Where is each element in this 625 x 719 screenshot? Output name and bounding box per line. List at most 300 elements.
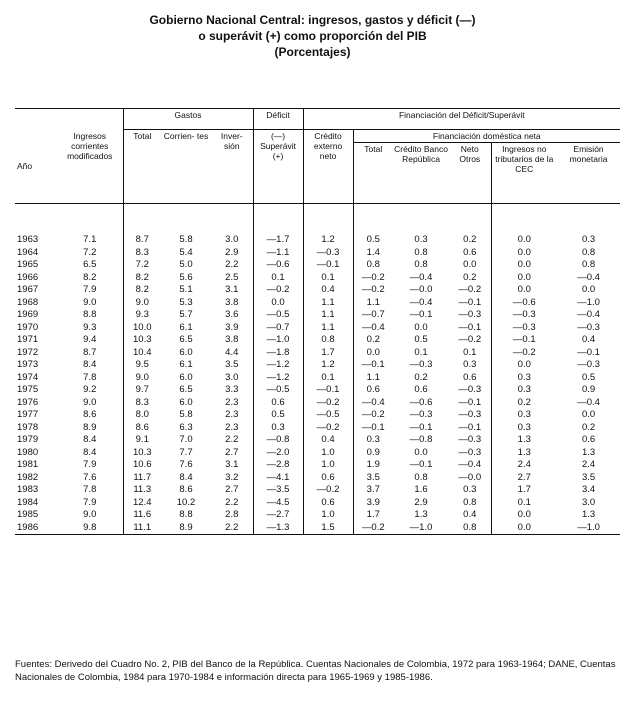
year-cell: 1973 xyxy=(17,359,39,370)
value-cell: 7.2 xyxy=(83,246,97,258)
value-cell: 0.0 xyxy=(463,259,477,270)
value-cell: 8.6 xyxy=(83,409,97,420)
header-total: Total xyxy=(123,130,161,204)
value-cell: 0.1 xyxy=(463,346,477,358)
year-cell: 1977 xyxy=(17,409,39,420)
header-total-2: Total xyxy=(353,143,393,204)
value-cell: 9.7 xyxy=(123,384,161,397)
value-cell: —0.2 xyxy=(353,284,393,297)
value-cell: 0.4 xyxy=(303,284,353,297)
value-cell: 3.0 xyxy=(225,371,239,383)
value-cell: —2.8 xyxy=(253,459,303,472)
value-cell: —0.2 xyxy=(303,484,353,497)
value-cell: —0.2 xyxy=(353,522,393,535)
value-cell: 0.8 xyxy=(414,259,428,270)
value-cell: —0.8 xyxy=(253,434,303,447)
value-cell: —0.8 xyxy=(409,434,433,445)
value-cell: 0.9 xyxy=(581,384,596,395)
header-inversion: Inver- sión xyxy=(220,131,243,151)
table-row xyxy=(15,297,620,310)
table-row xyxy=(15,359,620,372)
value-cell: 8.6 xyxy=(123,422,161,435)
value-cell: 8.4 xyxy=(83,359,97,370)
value-cell: 7.9 xyxy=(83,284,97,295)
header-corrientes: Corrien- tes xyxy=(163,131,209,141)
value-cell: 0.2 xyxy=(491,397,557,410)
value-cell: 1.3 xyxy=(581,446,596,458)
value-cell: —0.1 xyxy=(458,421,482,433)
value-cell: 1.2 xyxy=(303,359,353,372)
value-cell: 8.8 xyxy=(83,309,97,320)
value-cell: —0.2 xyxy=(491,347,557,360)
value-cell: —0.3 xyxy=(303,247,353,260)
value-cell: —2.0 xyxy=(253,447,303,460)
table-row xyxy=(15,309,620,322)
table-row xyxy=(15,472,620,485)
value-cell: —0.1 xyxy=(577,346,600,358)
value-cell: —0.4 xyxy=(353,397,393,410)
value-cell: —0.5 xyxy=(303,409,353,422)
value-cell: 0.3 xyxy=(491,422,557,435)
value-cell: 9.0 xyxy=(83,509,97,520)
value-cell: —0.3 xyxy=(458,446,482,458)
value-cell: 8.7 xyxy=(123,234,161,247)
year-cell: 1984 xyxy=(17,496,39,508)
value-cell: 0.5 xyxy=(353,234,393,247)
value-cell: 1.3 xyxy=(491,434,557,447)
header-deficit-sub: (—) Superávit (+) xyxy=(253,130,303,204)
value-cell: —0.2 xyxy=(353,272,393,285)
value-cell: 8.9 xyxy=(161,522,211,535)
value-cell: 7.6 xyxy=(83,471,97,483)
value-cell: 8.2 xyxy=(123,272,161,285)
value-cell: 2.3 xyxy=(225,396,239,408)
value-cell: 3.8 xyxy=(225,334,239,345)
table-row xyxy=(15,322,620,335)
header-gastos: Gastos xyxy=(123,109,253,130)
value-cell: 0.2 xyxy=(463,271,477,283)
value-cell: 0.6 xyxy=(463,371,477,383)
value-cell: 5.8 xyxy=(179,409,193,420)
value-cell: 1.9 xyxy=(353,459,393,472)
value-cell: 6.5 xyxy=(179,334,193,345)
value-cell: —0.3 xyxy=(458,384,482,395)
year-cell: 1970 xyxy=(17,321,39,333)
table-row xyxy=(15,372,620,385)
value-cell: 11.6 xyxy=(123,509,161,522)
value-cell: 1.3 xyxy=(414,509,428,520)
value-cell: 7.9 xyxy=(83,459,97,470)
value-cell: 0.3 xyxy=(253,422,303,435)
value-cell: 0.6 xyxy=(463,246,477,258)
value-cell: 1.7 xyxy=(491,484,557,497)
table-row xyxy=(15,234,620,247)
value-cell: 0.5 xyxy=(253,409,303,422)
value-cell: 0.8 xyxy=(353,259,393,272)
value-cell: 0.0 xyxy=(491,359,557,372)
value-cell: 9.1 xyxy=(123,434,161,447)
value-cell: 2.4 xyxy=(581,459,596,470)
value-cell: —0.3 xyxy=(491,322,557,335)
value-cell: 6.0 xyxy=(179,371,193,383)
value-cell: 7.7 xyxy=(179,446,193,458)
value-cell: —1.1 xyxy=(253,247,303,260)
value-cell: —1.2 xyxy=(253,359,303,372)
value-cell: 7.2 xyxy=(123,259,161,272)
value-cell: 10.3 xyxy=(123,447,161,460)
header-ano: Año xyxy=(17,161,33,172)
value-cell: 1.7 xyxy=(353,509,393,522)
value-cell: 5.0 xyxy=(179,259,193,270)
header-credito-externo: Crédito externo neto xyxy=(303,130,353,204)
value-cell: —4.1 xyxy=(253,472,303,485)
value-cell: 0.2 xyxy=(463,234,477,245)
value-cell: —4.5 xyxy=(253,497,303,510)
value-cell: 0.3 xyxy=(463,484,477,495)
value-cell: —0.0 xyxy=(458,471,482,483)
value-cell: 2.9 xyxy=(414,496,428,508)
header-deficit: Déficit xyxy=(253,109,303,130)
year-cell: 1974 xyxy=(17,371,39,383)
value-cell: 0.0 xyxy=(491,272,557,285)
value-cell: 0.4 xyxy=(303,434,353,447)
value-cell: —0.1 xyxy=(409,421,433,433)
value-cell: 1.1 xyxy=(303,297,353,310)
value-cell: 1.5 xyxy=(303,522,353,535)
value-cell: 1.6 xyxy=(414,484,428,495)
value-cell: 1.2 xyxy=(303,234,353,247)
value-cell: 1.4 xyxy=(353,247,393,260)
value-cell: 0.3 xyxy=(491,372,557,385)
table-row xyxy=(15,272,620,285)
table-row xyxy=(15,484,620,497)
value-cell: —0.4 xyxy=(577,271,600,283)
value-cell: 1.3 xyxy=(581,509,596,520)
value-cell: 3.3 xyxy=(225,384,239,395)
value-cell: 8.3 xyxy=(123,397,161,410)
value-cell: 9.8 xyxy=(57,522,123,535)
table-row xyxy=(15,284,620,297)
value-cell: —0.1 xyxy=(491,334,557,347)
value-cell: —0.3 xyxy=(491,309,557,322)
value-cell: —0.3 xyxy=(409,409,433,420)
header-ingresos: Ingresos corrientes modificados xyxy=(67,130,113,161)
table-row xyxy=(15,522,620,535)
value-cell: 0.0 xyxy=(491,522,557,535)
value-cell: 10.3 xyxy=(123,334,161,347)
value-cell: 0.8 xyxy=(414,471,428,483)
value-cell: 8.2 xyxy=(123,284,161,297)
year-cell: 1972 xyxy=(17,346,39,358)
value-cell: 3.2 xyxy=(225,471,239,483)
value-cell: 0.0 xyxy=(253,297,303,310)
value-cell: 5.1 xyxy=(179,284,193,295)
value-cell: 2.7 xyxy=(491,472,557,485)
value-cell: 0.0 xyxy=(491,259,557,272)
value-cell: 0.8 xyxy=(463,496,477,508)
value-cell: 8.2 xyxy=(83,271,97,283)
value-cell: 3.9 xyxy=(353,497,393,510)
value-cell: 9.5 xyxy=(123,359,161,372)
value-cell: 0.8 xyxy=(581,246,596,258)
value-cell: —0.2 xyxy=(458,284,482,295)
value-cell: 0.0 xyxy=(491,247,557,260)
table-row xyxy=(15,397,620,410)
table-row xyxy=(15,347,620,360)
value-cell: 1.3 xyxy=(491,447,557,460)
year-cell: 1978 xyxy=(17,421,39,433)
value-cell: 0.8 xyxy=(414,246,428,258)
value-cell: —0.4 xyxy=(577,396,600,408)
value-cell: 3.0 xyxy=(581,496,596,508)
year-cell: 1979 xyxy=(17,434,39,445)
value-cell: 0.6 xyxy=(303,497,353,510)
value-cell: —0.0 xyxy=(409,284,433,295)
value-cell: 2.7 xyxy=(225,446,239,458)
value-cell: —0.2 xyxy=(253,284,303,297)
value-cell: —0.3 xyxy=(409,359,433,370)
value-cell: —0.2 xyxy=(303,397,353,410)
value-cell: 1.1 xyxy=(353,297,393,310)
value-cell: 9.0 xyxy=(83,396,97,408)
value-cell: 7.8 xyxy=(83,484,97,495)
table-row xyxy=(15,247,620,260)
value-cell: 5.3 xyxy=(179,296,193,308)
year-cell: 1967 xyxy=(17,284,39,295)
value-cell: —0.2 xyxy=(303,422,353,435)
value-cell: 9.0 xyxy=(123,297,161,310)
value-cell: 3.7 xyxy=(353,484,393,497)
table-row xyxy=(15,422,620,435)
value-cell: —0.1 xyxy=(458,296,482,308)
header-financiacion: Financiación del Déficit/Superávit xyxy=(303,109,620,130)
value-cell: 0.4 xyxy=(463,509,477,520)
value-cell: 7.6 xyxy=(179,459,193,470)
value-cell: 0.6 xyxy=(353,384,393,397)
value-cell: —0.5 xyxy=(253,384,303,397)
value-cell: 9.2 xyxy=(83,384,97,395)
year-cell: 1976 xyxy=(17,396,39,408)
value-cell: —0.1 xyxy=(353,359,393,372)
value-cell: 12.4 xyxy=(123,497,161,510)
value-cell: 3.9 xyxy=(225,321,239,333)
year-cell: 1969 xyxy=(17,309,39,320)
value-cell: 5.8 xyxy=(179,234,193,245)
value-cell: —0.3 xyxy=(577,321,600,333)
year-cell: 1964 xyxy=(17,246,39,258)
table-row xyxy=(15,509,620,522)
year-cell: 1968 xyxy=(17,296,39,308)
table-row xyxy=(15,334,620,347)
value-cell: —0.7 xyxy=(253,322,303,335)
value-cell: —0.4 xyxy=(577,309,600,320)
table-row xyxy=(15,384,620,397)
value-cell: 8.4 xyxy=(83,446,97,458)
value-cell: —0.6 xyxy=(491,297,557,310)
value-cell: 0.9 xyxy=(353,447,393,460)
value-cell: 6.5 xyxy=(179,384,193,395)
value-cell: 3.5 xyxy=(225,359,239,370)
value-cell: —1.8 xyxy=(253,347,303,360)
header-credito-banco: Crédito Banco República xyxy=(394,144,448,164)
value-cell: 9.0 xyxy=(123,372,161,385)
value-cell: —0.1 xyxy=(353,422,393,435)
table-row xyxy=(15,409,620,422)
year-cell: 1963 xyxy=(17,234,39,245)
value-cell: —0.4 xyxy=(409,296,433,308)
header-emision: Emisión monetaria xyxy=(569,144,608,164)
value-cell: 1.0 xyxy=(303,447,353,460)
value-cell: —0.4 xyxy=(458,459,482,470)
value-cell: 2.2 xyxy=(225,259,239,270)
value-cell: 8.4 xyxy=(83,434,97,445)
value-cell: 8.3 xyxy=(123,247,161,260)
table-row xyxy=(15,259,620,272)
value-cell: 10.0 xyxy=(123,322,161,335)
table-row xyxy=(15,459,620,472)
value-cell: —0.5 xyxy=(253,309,303,322)
value-cell: 2.9 xyxy=(225,246,239,258)
value-cell: 0.3 xyxy=(463,359,477,370)
value-cell: 3.5 xyxy=(353,472,393,485)
value-cell: —1.0 xyxy=(577,296,600,308)
value-cell: 7.1 xyxy=(83,234,97,245)
header-blank-ingresos xyxy=(57,109,123,130)
value-cell: 1.7 xyxy=(303,347,353,360)
value-cell: 2.4 xyxy=(491,459,557,472)
year-cell: 1965 xyxy=(17,259,39,270)
value-cell: 1.0 xyxy=(303,509,353,522)
value-cell: 0.1 xyxy=(253,272,303,285)
value-cell: 8.6 xyxy=(179,484,193,495)
value-cell: 8.8 xyxy=(179,509,193,520)
value-cell: —3.5 xyxy=(253,484,303,497)
value-cell: 1.0 xyxy=(303,459,353,472)
value-cell: 0.1 xyxy=(491,497,557,510)
value-cell: 0.0 xyxy=(491,284,557,297)
value-cell: 6.0 xyxy=(179,396,193,408)
value-cell: 5.7 xyxy=(179,309,193,320)
value-cell: 10.2 xyxy=(176,496,196,508)
value-cell: 8.0 xyxy=(123,409,161,422)
value-cell: 11.7 xyxy=(123,472,161,485)
value-cell: 7.8 xyxy=(83,371,97,383)
value-cell: —0.1 xyxy=(458,396,482,408)
value-cell: 2.8 xyxy=(225,509,239,520)
value-cell: 0.2 xyxy=(414,371,428,383)
value-cell: 9.4 xyxy=(83,334,97,345)
value-cell: 3.5 xyxy=(581,471,596,483)
value-cell: 8.7 xyxy=(83,346,97,358)
value-cell: 3.6 xyxy=(225,309,239,320)
value-cell: 2.5 xyxy=(225,271,239,283)
table-row xyxy=(15,434,620,447)
value-cell: 0.5 xyxy=(414,334,428,345)
value-cell: —0.1 xyxy=(303,384,353,397)
value-cell: 8.4 xyxy=(179,471,193,483)
value-cell: 3.1 xyxy=(225,459,239,470)
value-cell: —1.0 xyxy=(393,522,449,535)
value-cell: 1.1 xyxy=(353,372,393,385)
value-cell: 0.6 xyxy=(581,434,596,445)
value-cell: 4.4 xyxy=(225,346,239,358)
value-cell: —0.4 xyxy=(409,271,433,283)
header-blank xyxy=(15,109,57,130)
value-cell: 7.0 xyxy=(179,434,193,445)
value-cell: —0.2 xyxy=(353,409,393,422)
value-cell: 7.9 xyxy=(83,496,97,508)
value-cell: —0.3 xyxy=(458,309,482,320)
value-cell: 0.1 xyxy=(414,346,428,358)
value-cell: 2.2 xyxy=(225,434,239,445)
value-cell: 0.5 xyxy=(581,371,596,383)
value-cell: 9.3 xyxy=(83,321,97,333)
value-cell: 0.6 xyxy=(303,472,353,485)
value-cell: 10.4 xyxy=(123,347,161,360)
value-cell: 0.3 xyxy=(353,434,393,447)
year-cell: 1981 xyxy=(17,459,39,470)
value-cell: 0.2 xyxy=(581,421,596,433)
value-cell: —0.3 xyxy=(458,434,482,445)
year-cell: 1983 xyxy=(17,484,39,495)
year-cell: 1986 xyxy=(15,522,57,535)
value-cell: 5.4 xyxy=(179,246,193,258)
value-cell: 6.1 xyxy=(179,359,193,370)
value-cell: 1.1 xyxy=(303,322,353,335)
value-cell: 0.0 xyxy=(353,347,393,360)
header-neto-otros: Neto Otros xyxy=(459,144,481,164)
value-cell: 11.1 xyxy=(123,522,161,535)
table-row xyxy=(15,497,620,510)
value-cell: 0.3 xyxy=(491,384,557,397)
value-cell: 3.4 xyxy=(581,484,596,495)
value-cell: 3.0 xyxy=(225,234,239,245)
value-cell: 11.3 xyxy=(123,484,161,497)
value-cell: 0.3 xyxy=(581,234,596,245)
value-cell: 0.0 xyxy=(581,409,596,420)
value-cell: —0.1 xyxy=(409,459,433,470)
value-cell: 0.2 xyxy=(353,334,393,347)
value-cell: 0.6 xyxy=(253,397,303,410)
value-cell: —0.1 xyxy=(409,309,433,320)
value-cell: 0.1 xyxy=(303,272,353,285)
value-cell: —0.1 xyxy=(303,259,353,272)
value-cell: 5.6 xyxy=(179,271,193,283)
value-cell: —1.3 xyxy=(253,522,303,535)
value-cell: 0.6 xyxy=(414,384,428,395)
value-cell: —1.7 xyxy=(253,234,303,247)
value-cell: 9.3 xyxy=(123,309,161,322)
value-cell: 2.7 xyxy=(225,484,239,495)
value-cell: 2.2 xyxy=(225,496,239,508)
value-cell: 0.0 xyxy=(414,321,428,333)
value-cell: 0.8 xyxy=(581,259,596,270)
data-table xyxy=(15,108,620,535)
value-cell: 6.0 xyxy=(179,346,193,358)
value-cell: 10.6 xyxy=(123,459,161,472)
value-cell: —0.3 xyxy=(577,359,600,370)
value-cell: —1.0 xyxy=(253,334,303,347)
value-cell: 0.1 xyxy=(303,372,353,385)
value-cell: 6.5 xyxy=(83,259,97,270)
year-cell: 1985 xyxy=(17,509,39,520)
value-cell: —0.2 xyxy=(458,334,482,345)
value-cell: —0.6 xyxy=(253,259,303,272)
value-cell: 2.3 xyxy=(225,409,239,420)
value-cell: 0.0 xyxy=(491,234,557,247)
value-cell: 9.0 xyxy=(83,296,97,308)
table-title-line-2: o superávit (+) como proporción del PIB xyxy=(198,29,427,43)
